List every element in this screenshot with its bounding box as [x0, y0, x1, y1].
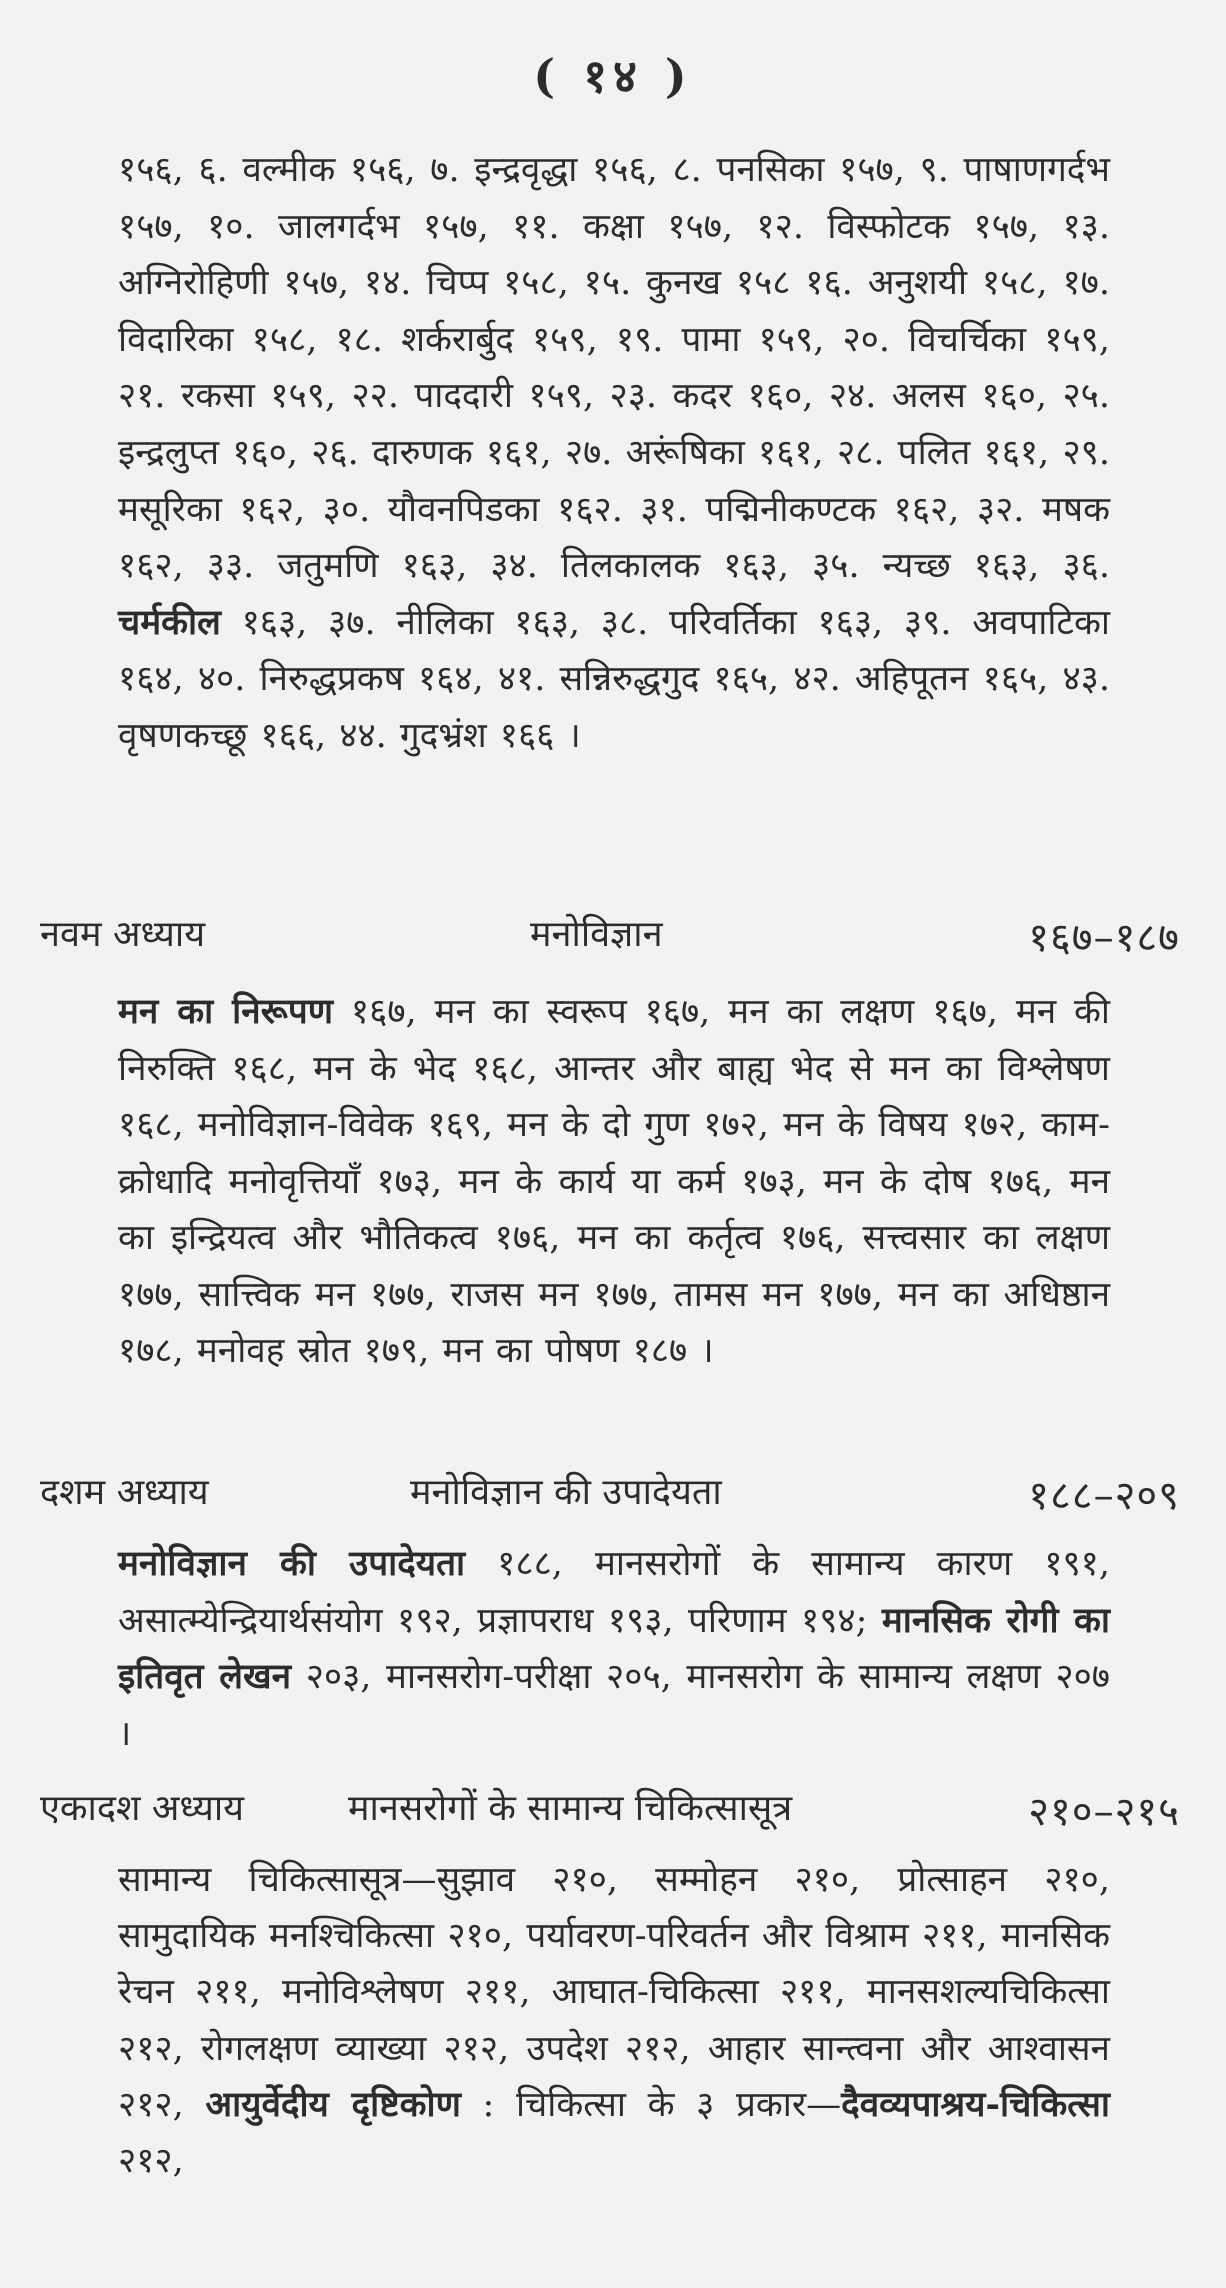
bold-term: मन का निरूपण	[118, 991, 334, 1032]
index-paragraph	[118, 142, 1110, 765]
index-paragraph	[118, 1852, 1110, 2189]
bold-term: आयुर्वेदीय दृष्टिकोण	[205, 2083, 461, 2125]
paragraph-text: १६३, ३७. नीलिका १६३, ३८. परिवर्तिका १६३, ३९. अवपाटिका १६४, ४०. निरुद्धप्रकष १६४, ४१. सन्निरुद्धगुद १६५, ४२. अहिपूतन १६५, ४३. वृषणकच्छू १६६, ४४. गुदभ्रंश १६६ ।	[118, 602, 1110, 756]
paragraph-text: सामान्य चिकित्सासूत्र—सुझाव २१०, सम्मोहन २१०, प्रोत्साहन २१०, सामुदायिक मनश्चिकित्सा २१०, पर्यावरण-परिवर्तन और विश्राम २११, मानसिक रेचन २११, मनोविश्लेषण २११, आघात-चिकित्सा २११, मानसशल्यचिकित्सा २१२, रोगलक्षण व्याख्या २१२, उपदेश २१२, आहार सान्त्वना और आश्वासन २१२,	[118, 1860, 1110, 2125]
chapter-title: मनोविज्ञान	[530, 914, 663, 955]
chapter-page-range: २१०–२१५	[1028, 1789, 1180, 1835]
bold-term: दैवव्यपाश्रय-चिकित्सा	[841, 2083, 1110, 2125]
bold-term: चर्मकील	[118, 601, 221, 643]
chapter-heading	[40, 1782, 1180, 1838]
paragraph-text: : चिकित्सा के ३ प्रकार—	[460, 2084, 842, 2125]
page-number: ( १४ )	[533, 49, 693, 103]
chapter-title: मानसरोगों के सामान्य चिकित्सासूत्र	[348, 1788, 793, 1829]
chapter-heading	[40, 1466, 1180, 1522]
chapter-page-range: १६७–१८७	[1028, 915, 1180, 961]
paragraph-text: २०३, मानसरोग-परीक्षा २०५, मानसरोग के सामान्य लक्षण २०७ ।	[118, 1657, 1110, 1754]
bold-term: मानसिक रोगी का इतिवृत लेखन	[118, 1599, 1110, 1697]
paragraph-text: १५६, ६. वल्मीक १५६, ७. इन्द्रवृद्धा १५६, ८. पनसिका १५७, ९. पाषाणगर्दभ १५७, १०. जालगर्दभ १५७, ११. कक्षा १५७, १२. विस्फोटक १५७, १३. अग्निरोहिणी १५७, १४. चिप्प १५८, १५. कुनख १५८ १६. अनुशयी १५८, १७. विदारिका १५८, १८. शर्करार्बुद १५९, १९. पामा १५९, २०. विचर्चिका १५९, २१. रकसा १५९, २२. पाददारी १५९, २३. कदर १६०, २४. अलस १६०, २५. इन्द्रलुप्त १६०, २६. दारुणक १६१, २७. अरूंषिका १६१, २८. पलित १६१, २९. मसूरिका १६२, ३०. यौवनपिडका १६२. ३१. पद्मिनीकण्टक १६२, ३२. मषक १६२, ३३. जतुमणि १६३, ३४. तिलकालक १६३, ३५. न्यच्छ १६३, ३६.	[118, 150, 1110, 587]
chapter-heading	[40, 908, 1180, 964]
paragraph-text: १६७, मन का स्वरूप १६७, मन का लक्षण १६७, मन की निरुक्ति १६८, मन के भेद १६८, आन्तर और बाह्य भेद से मन का विश्लेषण १६८, मनोविज्ञान-विवेक १६९, मन के दो गुण १७२, मन के विषय १७२, काम-क्रोधादि मनोवृत्तियाँ १७३, मन के कार्य या कर्म १७३, मन के दोष १७६, मन का इन्द्रियत्व और भौतिकत्व १७६, मन का कर्तृत्व १७६, सत्त्वसार का लक्षण १७७, सात्त्विक मन १७७, राजस मन १७७, तामस मन १७७, मन का अधिष्ठान १७८, मनोवह स्रोत १७९, मन का पोषण १८७ ।	[118, 992, 1110, 1371]
chapter-number: दशम अध्याय	[40, 1472, 209, 1513]
paragraph-text: १८८, मानसरोगों के सामान्य कारण १९१, असात्म्येन्द्रियार्थसंयोग १९२, प्रज्ञापराध १९३, परिणाम १९४;	[118, 1544, 1110, 1641]
chapter-title: मनोविज्ञान की उपादेयता	[410, 1472, 722, 1513]
chapter-page-range: १८८–२०९	[1028, 1473, 1180, 1519]
index-paragraph	[118, 1536, 1110, 1762]
chapter-number: नवम अध्याय	[40, 914, 206, 955]
paragraph-text: २१२,	[118, 2141, 184, 2182]
chapter-number: एकादश अध्याय	[40, 1788, 245, 1829]
index-paragraph	[118, 984, 1110, 1380]
bold-term: मनोविज्ञान की उपादेयता	[118, 1543, 466, 1584]
